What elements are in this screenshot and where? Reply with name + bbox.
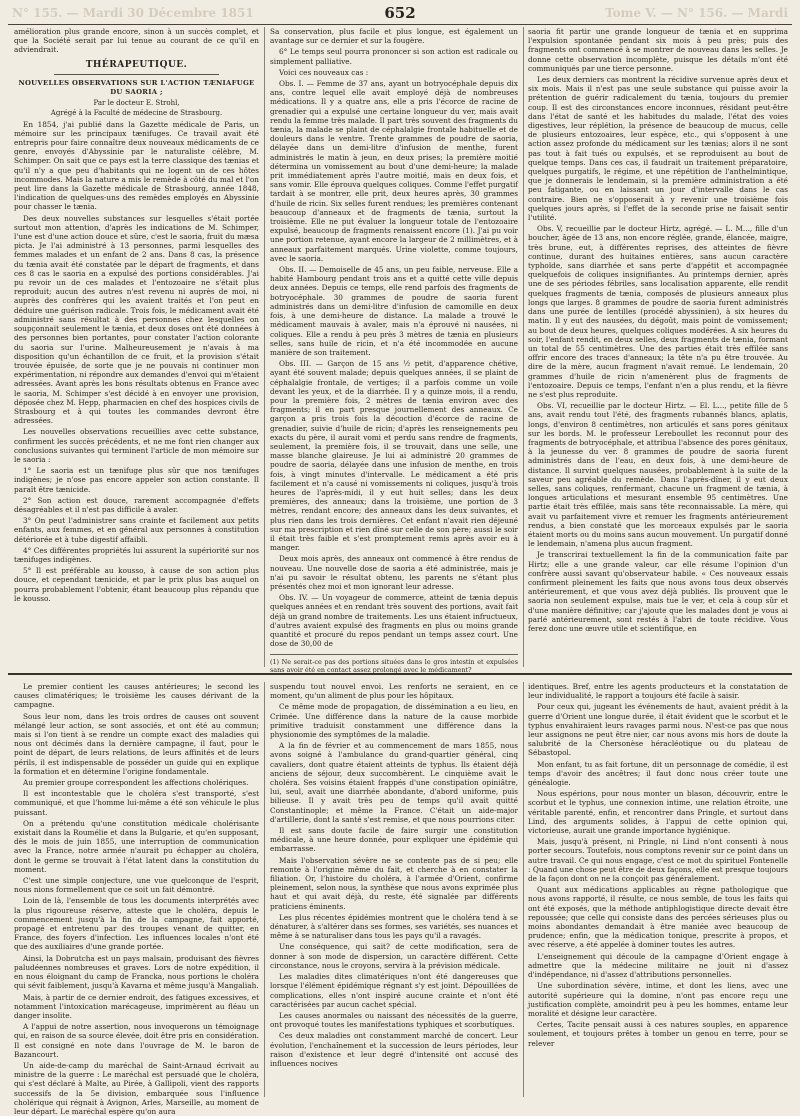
conclusion-item: 1° Le saoria est un tænifuge plus sûr que nos tænifuges indigènes; je n'ose pas encore appeler son action constante. Il paraît être tænicide. [14,466,259,494]
paragraph: Il est sans doute facile de faire surgir une constitution médicale, à une heure donnée, pour expliquer une épidémie qui embarrasse. [270,826,518,854]
column-1 [14,27,259,667]
paragraph: Certes, Tacite pensait aussi à ces natures souples, en apparence soulement, et toujours prêtes à tomber un genou en terre, pour se relever [528,1020,788,1048]
header-rule [8,24,792,25]
paragraph: Sous leur nom, dans les trois ordres de causes ont souvent mélangé leur action, se sont associés, et ont été au commun; mais si l'on tient à se rendre un compte exact des maladies qui nous ont décimés dans la dernière campagne, il faut, pour le point de départ, de leurs relations, de leurs affinités et de leurs périls, il est indispensable de posséder un guide qui en explique la formation et en détermine l'origine fondamentale. [14,711,259,776]
conclusion-item: 2° Son action est douce, rarement accompagnée d'effets désagréables et il n'est pas difficile à avaler. [14,495,259,514]
column-divider [264,27,265,667]
page-header [8,4,792,26]
paragraph: Au premier groupe correspondent les affections cholériques. [23,778,249,788]
paragraph: Ainsi, la Dobrutcha est un pays malsain, produisant des fièvres paludéennes nombreuses et graves. Lors de notre expédition, il en nous éloignant du camp de Francka, nous portions le choléra qui sévit faiblement, jusqu'à Kavarna et même jusqu'à Mangaliah. [14,953,259,991]
observation-4: Obs. IV. — Un voyageur de commerce, atteint de tænia depuis quelques années et en rendant très souvent des portions, avait fait déjà un grand nombre de traitements. Les uns étaient infructueux, d'autres avaient expulsé des fragments en plus ou moins grande quantité et procuré du repos pendant un temps assez court. Une dose de 30,00 de [270,593,518,649]
paragraph: Il est incontestable que le choléra s'est transporté, s'est communiqué, et que l'homme lui-même a été son véhicule le plus puissant. [14,789,259,817]
paragraph: C'est une simple conjecture, une vue quelconque de l'esprit, nous nions formellement que ce soit un fait démontré. [14,876,259,895]
paragraph: Les causes anormales ou naissant des nécessités de la guerre, ont provoqué toutes les manifestations typhiques et scorbutiques. [270,1010,518,1030]
column-3 [528,27,788,667]
observation-3: Obs. III. — Garçon de 15 ans ½ petit, d'apparence chétive, ayant été souvent malade; depuis quelques années, il se plaint de céphalalgie frontale, de vertiges; il a parfois comme un voile devant les yeux, et de la diarrhée. Il y a quinze mois, il a rendu, pour la première fois, 2 mètres de tænia environ avec des fragments; il en part presque journellement des anneaux. Ce garçon a pris trois fois la décoction d'écorce de racine de grenadier, suivie d'huile de ricin; d'après les renseignements peu exacts du père, il aurait vomi et perdu sans rendre de fragments, seulement, la première fois, il se trouvait, dans une selle, une masse blanche glaireuse. Je lui ai administré 20 grammes de poudre de saoria, délayée dans une infusion de menthe, en trois fois, à vingt minutes d'intervalle. Le médicament a été pris facilement et n'a causé ni vomissements ni coliques, jusqu'à trois heures de l'après-midi, il y eut huit selles; dans les deux premières, des anneaux; dans la troisième, une portion de 3 mètres, rendant encore; des anneaux dans les deux suivantes, et plus rien dans les trois dernières. Cet enfant n'avait rien déjeuné sur ma prescription et rien dîné sur celle de son père; aussi le soir il était très faible et s'est promptement remis après avoir eu à manger. [270,359,518,553]
footnote: (1) Ne serait-ce pas des portions situées dans le gros intestin et expulsées sans avoir été en contact assez prolongé avec le médicament? [270,654,518,674]
observation-1: Obs. I. — Femme de 37 ans, ayant un botryocéphale depuis dix ans, contre lequel elle avait employé déjà de nombreuses médications. Il y a quatre ans, elle a pris l'écorce de racine de grenadier qui a expulsé une certaine longueur du ver, mais avait rendu la femme très malade. Il part très souvent des fragments du tænia, la malade se plaint de céphalalgie frontale habituelle et de douleurs dans le ventre. Trente grammes de poudre de saoria, délayée dans un demi-litre d'infusion de menthe, furent administrés le matin à jeun, en deux prises; la première moitié détermina un vomissement au bout d'une demi-heure; la malade prit immédiatement après l'autre moitié, mais en deux fois, et sans vomir. Elle éprouva quelques coliques. Comme l'effet purgatif tardait à se montrer, elle prit, deux heures après, 30 grammes d'huile de ricin. Six selles furent rendues; les premières contenant beaucoup d'anneaux et de fragments de tænia, surtout la troisième. Elle ne put évaluer la longueur totale de l'entozoaire expulsé, beaucoup de fragments renaissent encore (1). J'ai pu voir une portion retenue, ayant encore la largeur de 2 millimètres, et à anneaux parfaitement marqués. Urine violette, comme toujours, avec le saoria. [270,79,518,263]
column-5 [270,682,518,1097]
paragraph: Voici ces nouveaux cas : [279,67,369,77]
observation-5: Obs. V, recueillie par le docteur Hirtz, agrégé. — L. M..., fille d'un boucher, âgée de 13 ans, non encore réglée, grande, élancée, maigre, très brune, eut, à différentes reprises, des atteintes de fièvre continue, durant des huitaines entières, sans aucun caractère typhoïde, sans diarrhée et sans perte d'appétit et accompagnée quelquefois de coliques insignifiantes. Au printemps dernier, après une de ses périodes fébriles, sans localisation apparente, elle rendit quelques fragments de tænia, composés de plusieurs anneaux plus longs que larges. 8 grammes de poudre de saoria furent administrés dans une purée de lentilles (procédé abyssinien), à six heures du matin. Il y eut des nausées, du dégoût, mais point de vomissement; au bout de deux heures, quelques coliques modérées. A six heures du soir, l'enfant rendit, en deux selles, deux fragments de tænia, formant un total de 55 centimètres. Une des parties était très effilée sans offrir encore des traces d'anneaux; la tête n'a pu être trouvée. Au dire de la mère, aucun fragment n'avait remué. Le lendemain, 20 grammes d'huile de ricin n'amenèrent plus de fragments de l'entozoaire. Depuis ce temps, l'enfant n'en a plus rendu, et la fièvre ne s'est plus reproduite. [528,224,788,399]
paragraph: En 1854, j'ai publié dans la Gazette médicale de Paris, un mémoire sur les principaux tænifuges. Ce travail avait été entrepris pour faire connaître deux nouveaux médicaments de ce genre, envoyés d'Abyssinie par le naturaliste célèbre, M. Schimper. On sait que ce pays est la terre classique des tænias et qu'il n'y a que peu d'habitants qui ne logent un de ces hôtes incommodes. Mais la nature a mis le remède à côté du mal et l'on peut lire dans la Gazette médicale de Strasbourg, année 1848, l'indication de quelques-uns des remèdes employés en Abyssinie pour chasser le tænia. [14,119,259,212]
column-4 [14,682,259,1116]
paragraph: A l'appui de notre assertion, nous invoquerons un témoignage qui, en raison de sa source élevée, doit être pris en considération. Il est consigné en note dans l'ouvrage de M. le baron de Bazancourt. [14,1022,259,1059]
paragraph: Des deux nouvelles substances sur lesquelles s'était portée surtout mon attention, d'après les indications de M. Schimper, l'une est d'une action douce et sûre, c'est le saoria, fruit du mæsa picta. Je l'ai administré à 13 personnes, parmi lesquelles des femmes malades et un enfant de 2 ans. Dans 8 cas, la présence du tænia avait été constatée par le départ de fragments, et dans ces 8 cas le saoria en a expulsé des portions considérables. J'ai pu revoir un de ces malades et l'entozoaire ne s'était plus reproduit; aucun des autres n'est revenu ni auprès de moi, ni auprès des confrères qui les avaient traités et l'on peut en déduire une guérison radicale. Trois fois, le médicament avait été administré sans résultat à des personnes chez lesquelles on soupçonnait seulement le tænia, et deux doses ont été données à des personnes bien portantes, pour constater l'action colorante du saoria sur l'urine. Malheureusement je n'avais à ma disposition qu'un échantillon de ce fruit, et la provision s'était trouvée épuisée, de sorte que je ne pouvais ni continuer mon expérimentation, ni répondre aux demandes d'envoi qui m'étaient adressées. Avant après les bons résultats obtenus en France avec le saoria, M. Schimper s'est décidé à en envoyer une provision, déposée chez M. Hepp, pharmacien en chef des hospices civils de Strasbourg et à qui toutes les commandes devront être adressées. [14,213,259,426]
section-title: THÉRAPEUTIQUE. [85,59,188,70]
paragraph: Pour ceux qui, jugeant les événements de haut, avaient prédit à la guerre d'Orient une longue durée, il était évident que le scorbut et le typhus envahiraient leurs ravages parmi nous. N'est-ce pas que nous leur assignons ne peut être nier, car nous avons mis hors de doute la salubrité de la Chersonèse héracléotique ou du plateau de Sébastopol. [528,702,788,758]
author-byline: Par le docteur E. Strohl, [93,99,180,108]
paragraph: saoria fit partir une grande longueur de tænia et en supprima l'expulsion spontanée pendant six mois à peu près; puis des fragments ont commencé à se montrer de nouveau dans les selles. Je donne cette observation incomplète, puisque les détails m'ont été communiqués par une tierce personne. [528,27,788,73]
page-number: 652 [384,4,416,22]
paragraph: 6° Le temps seul pourra prononcer si son action est radicale ou simplement palliative. [270,47,518,66]
paragraph: amélioration plus grande encore, sinon à un succès complet, et que la Société serait par lui tenue au courant de ce qu'il en adviendrait. [14,27,259,55]
column-6 [528,682,788,1097]
column-divider [523,682,524,1097]
paragraph: Une conséquence, qui sait? de cette modification, sera de donner à son mode de dispersion, un caractère différent. Cette circonstance, nous le croyons, servira à la prévision médicale. [270,942,518,970]
paragraph: Les plus récentes épidémies montrent que le choléra tend à se dénaturer, à s'altérer dans ses formes, ses variétés, ses nuances et même à se naturaliser dans tous les pays qu'il a ravagés. [270,912,518,941]
paragraph: Mais, jusqu'à présent, ni Pringle, ni Lind n'ont consenti à nous porter secours. Toutefois, nous comptons revenir sur ce point dans un autre travail. Ce qui nous engage, c'est ce mot du spirituel Fontenelle : Quand une chose peut être de deux façons, elle est presque toujours de la façon dont on ne la conçoit pas généralement. [528,837,788,884]
title-rule [54,74,219,75]
conclusion-item: 4° Ces différentes propriétés lui assurent la supériorité sur nos tænifuges indigènes. [14,545,259,564]
paragraph: Les deux derniers cas montrent la récidive survenue après deux et six mois. Mais il n'est pas une seule substance qui puisse avoir la prétention de guérir radicalement du tænia, toujours du premier coup. Il est des circonstances encore inconnues, résidant peut-être dans l'état de santé et les habitudes du malade, l'état des voies digestives, leur réplétion, la présence de beaucoup de mucus, celle de plusieurs entozoaires, leur espèce, etc., qui s'opposent à une action assez profonde du médicament sur les tænias; alors il ne sont pas tout à fait tués ou expulsés, et se reproduisent au bout de quelque temps. Dans ces cas, il faudrait un traitement préparatoire, quelques purgatifs, le régime, et une répétition de l'anthelmintique, que je donnerais le lendemain, si la première administration a été peu fatigante, ou en laissant un jour d'intervalle dans le cas contraire. Bien ne s'opposerait à y revenir une troisième fois quelques jours après, si l'effet de la seconde prise ne faisait sentir l'utilité. [528,75,788,223]
paragraph: Une subordination sévère, intime, et dont les liens, avec une autorité supérieure qui la domine, n'ont pas encore reçu une justification complète, amoindrit peu à peu les hommes, entame leur moralité et désigne leur caractère. [528,981,788,1018]
paragraph: On a prétendu qu'une constitution médicale cholérisante existait dans la Roumélie et dans la Bulgarie, et qu'en supposant, dès le mois de juin 1855, une interruption de communication avec la France, notre armée n'aurait pu échapper au choléra, dont le germe se trouvait à l'état latent dans la constitution du moment. [14,818,259,874]
paragraph: Mon enfant, tu as fait fortune, dit un personnage de comédie, il est temps d'avoir des ancêtres; il faut donc nous créer toute une généalogie. [528,759,788,788]
column-2 [270,27,518,675]
article-title: NOUVELLES OBSERVATIONS SUR L'ACTION TÆNIAFUGE DU SAORIA ; [18,78,255,97]
paragraph: Loin de là, l'ensemble de tous les documents interprétés avec la plus rigoureuse réserve, atteste que le choléra, depuis le commencement jusqu'à la fin de la campagne, fait apporté, propagé et entretenu par des troupes venant de quitter, en France, des foyers d'infection. Les influences locales n'ont été que des auxiliaires d'une grande portée. [14,896,259,952]
show-through-text-right: Tome V. — N° 156. — Mardi [605,6,788,20]
paragraph: Mais, à partir de ce dernier endroit, des fatigues excessives, et notamment l'intoxication marécageuse, imprimèrent au fléau un danger insolite. [14,992,259,1020]
observation-6: Obs. VI, recueillie par le docteur Hirtz. — El. L..., petite fille de 5 ans, avait rendu tout l'été, des fragments rubannés blancs, aplatis, longs, d'environ 8 centimètres, non articulés et sans pores génitaux sur les bords. M. le professeur Lereboullet les reconnut pour des fragments de botryocéphale, et attribua l'absence des pores génitaux, à la jeunesse du ver. 8 grammes de poudre de saoria furent administrés dans de l'eau, en deux fois, à une demi-heure de distance. Il survint quelques nausées, probablement à la suite de la saveur peu agréable du remède. Dans l'après-dîner, il y eut deux selles, sans coliques, renfermant, chacune un fragment de tænia, à longues articulations et mesurant ensemble 95 centimètres. Une partie était très effilée, mais sans tête reconnaissable. La mère, qui avait vu parfaitement vivre et remuer les fragments antérieurement rendus, a bien constaté que les morceaux expulsés par le saoria étaient morts ou du moins sans aucun mouvement. Un purgatif donné le lendemain, n'amena plus aucun fragment. [528,401,788,549]
paragraph: identiques. Bref, entre les agents producteurs et la constatation de leur individualité, le rapport a toujours été facile à saisir. [528,682,788,701]
conclusion-item: 3° On peut l'administrer sans crainte et facilement aux petits enfants, aux femmes, et en général aux personnes à constitution détériorée et à tube digestif affaibli. [14,516,259,544]
paragraph: Ces deux maladies ont constamment marché de concert. Leur évolution, l'enchaînement et la succession de leurs périodes, leur raison d'existence et leur degré d'intensité ont accusé des influences nocives [270,1031,518,1068]
conclusion-item: 5° Il est préférable au kousso, à cause de son action plus douce, et cependant tænicide, et par le prix plus bas auquel on pourra probablement l'obtenir, étant beaucoup plus répandu que le kousso. [14,566,259,603]
paragraph: Deux mois après, des anneaux ont commencé à être rendus de nouveau. Une nouvelle dose de saoria a été administrée, mais je n'ai pu savoir le résultat obtenu, les parents ne s'étant plus présentés chez moi et mon ignorant leur adresse. [270,554,518,591]
column-divider [523,27,524,667]
column-divider [264,682,265,1097]
paragraph: Je transcrirai textuellement la fin de la communication faite par Hirtz; elle a une grande valeur, car elle résume l'opinion d'un confrère aussi savant qu'observateur habile. « Ces nouveaux essais confirment pleinement les faits que nous avons tous deux observés antérieurement, et que vous avez déjà publiés. Ils prouvent que le saoria non seulement expulse, mais tue le ver, et cela à coup sûr et d'une manière définitive; car j'ajoute que les malades dont je vous ai parlé antérieurement, sont restés à l'abri de toute récidive. Vous ferez donc une œuvre utile et scientifique, en [528,550,788,633]
observation-2: Obs. II. — Demoiselle de 45 ans, un peu faible, nerveuse. Elle a habité Hambourg pendant trois ans et a quitté cette ville depuis deux années. Depuis ce temps, elle rend parfois des fragments de botryocéphale. 30 grammes de poudre de saoria furent administrés dans un demi-litre d'infusion de camomille en deux fois, à une demi-heure de distance. La malade a trouvé le médicament mauvais à avaler, mais n'a éprouvé ni nausées, ni coliques. Elle a rendu à peu près 3 mètres de tænia en plusieurs selles, sans huile de ricin, et n'a été incommodée en aucune manière de son traitement. [270,265,518,357]
paragraph: Les maladies dites climatériques n'ont été dangereuses que lorsque l'élément épidémique régnant s'y est joint. Dépouillées de complications, elles n'ont inspiré aucune crainte et n'ont été caractérisées par aucun cachet spécial. [270,972,518,1009]
paragraph: A la fin de février et au commencement de mars 1855, nous avons soigné à l'ambulance du grand-quartier général, cinq cavaliers, dont quatre étaient atteints de typhus. Ils étaient déjà anciens de séjour, deux succombèrent. Le cinquième avait le choléra. Ses voisins étaient frappés d'une constipation opiniâtre, lui, seul, avait une diarrhée abondante, d'abord uniforme, puis bilieuse. Il y avait très peu de temps qu'il avait quitté Constantinople; et même la France. C'était un aide-major d'artillerie, dont la santé s'est remise, et que nous pourrions citer. [270,741,518,824]
author-affiliation: Agrégé à la Faculté de médecine de Strasbourg. [50,109,223,118]
paragraph: Mais l'observation sévère ne se contente pas de si peu; elle remonte à l'origine même du fait, et cherche à en constater la filiation. Or, l'histoire du choléra, à l'armée d'Orient, confirme pleinement, selon nous, la synthèse que nous avons exprimée plus haut et qui avait déjà, du reste, été signalée par différents praticiens éminents. [270,855,518,911]
paragraph: Nous espérions, pour nous monter un blason, découvrir, entre le scorbut et le typhus, une connexion intime, une relation étroite, une véritable parenté, enfin, et rencontrer dans Pringle, et surtout dans Lind, des arguments solides, à l'appui de cette opinion qui, victorieuse, aurait une grande importance hygiénique. [528,789,788,836]
paragraph: Quant aux médications applicables au règne pathologique que nous avons rapporté, il résulte, ce nous semble, de tous les faits qui ont été exposés, que la méthode antiphlogistique directe devait être repoussée; que celle qui consiste dans des percées sérieuses plus ou moins abondantes demandait à être maniée avec beaucoup de prudence; enfin, que la médication tonique, prescrite à propos, et avec réserve, a été appelée à dominer toutes les autres. [528,885,788,950]
paragraph: Les nouvelles observations recueillies avec cette substance, confirment les succès précédents, et ne me font rien changer aux conclusions suivantes qui terminent l'article de mon mémoire sur le saoria : [14,427,259,464]
paragraph: Le premier contient les causes antérieures; le second les causes climatériques; le troisième les causes dérivant de la campagne. [14,682,259,710]
paragraph: Un aide-de-camp du maréchal de Saint-Arnaud écrivait au ministre de la guerre : Le maréchal est persuadé que le choléra, qui s'est déclaré à Malte, au Pirée, à Gallipoli, vient des rapports successifs de la 5e division, embarquée sous l'influence cholérique qui régnait à Avignon, Arles, Marseille, au moment de leur départ. Le maréchal espère qu'on aura [14,1060,259,1116]
paragraph: Sa conservation, plus facile et plus longue, est également un avantage sur ce dernier et sur la fougère. [270,27,518,46]
paragraph: L'enseignement qui découle de la campagne d'Orient engage à admettre que la médecine militaire ne jouit ni d'assez d'indépendance, ni d'assez d'attributions personnelles. [528,951,788,980]
show-through-text-left: N° 155. — Mardi 30 Décembre 1851 [12,6,254,20]
paragraph: Ce même mode de propagation, de dissémination a eu lieu, en Crimée. Une différence dans la nature de la cause morbide primitive traduisit constamment une différence dans la physionomie des symptômes de la maladie. [270,702,518,740]
paragraph: suspendu tout nouvel envoi. Les renforts ne seraient, en ce moment, qu'un aliment de plus pour les hôpitaux. [270,682,518,701]
